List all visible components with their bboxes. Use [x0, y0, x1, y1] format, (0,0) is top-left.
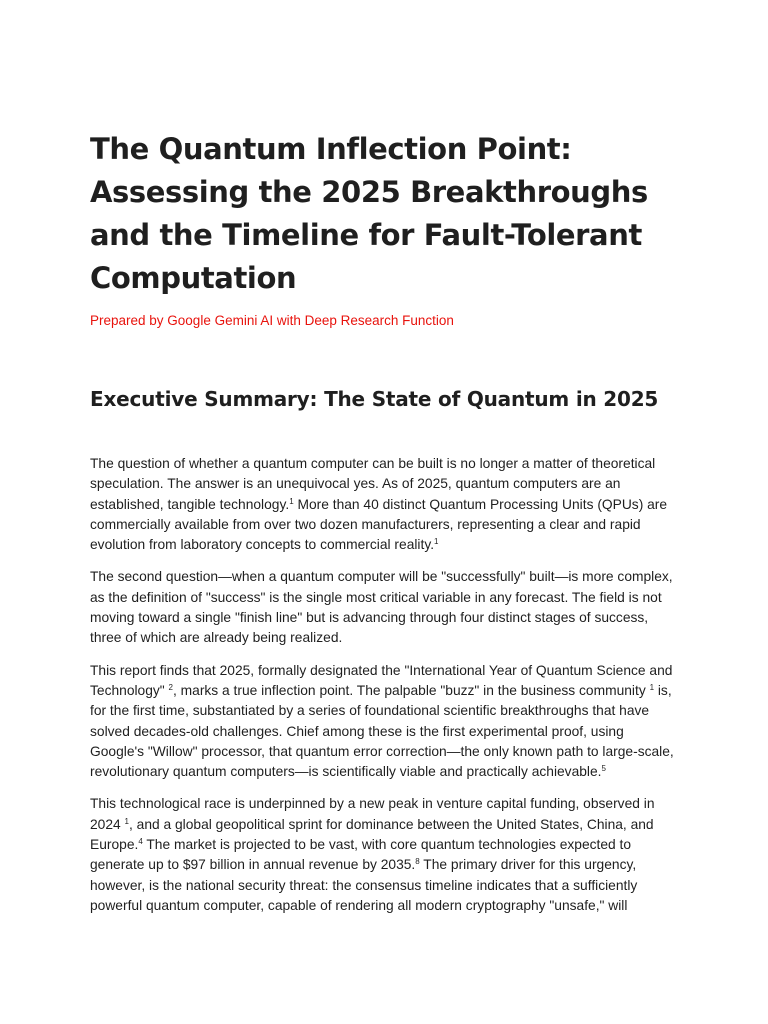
section-body	[90, 454, 680, 916]
paragraph-3	[90, 661, 680, 783]
footnote-ref[interactable]: 1	[289, 496, 294, 506]
footnote-ref[interactable]: 4	[138, 837, 143, 847]
footnote-ref[interactable]: 5	[601, 764, 606, 774]
paragraph-1	[90, 454, 680, 555]
footnote-ref[interactable]: 1	[124, 816, 129, 826]
paragraph-2	[90, 567, 680, 648]
paragraph-text: The primary driver for this urgency, however, is the national security threat: the consensus timeline indicates that a sufficiently powerful quantum computer, capable of rendering all modern cryptography "unsafe," will	[90, 857, 638, 913]
section-heading: Executive Summary: The State of Quantum in 2025	[90, 387, 659, 411]
footnote-ref[interactable]: 1	[434, 537, 439, 547]
paragraph-text: The second question—when a quantum computer will be "successfully" built—is more complex, as the definition of "success" is the single most critical variable in any forecast. The field is not moving toward a single "finish line" but is advancing through four distinct stages of success, three of which are already being realized.	[90, 569, 673, 646]
document-byline: Prepared by Google Gemini AI with Deep Research Function	[90, 313, 454, 328]
paragraph-text: More than 40 distinct Quantum Processing Units (QPUs) are commercially available from over two dozen manufacturers, representing a clear and rapid evolution from laboratory concepts to commercial reality.	[90, 496, 668, 553]
paragraph-text: This report finds that 2025, formally designated the "International Year of Quantum Science and Technology"	[90, 662, 673, 698]
footnote-ref[interactable]: 2	[168, 682, 173, 692]
paragraph-text: The market is projected to be vast, with core quantum technologies expected to generate up to $97 billion in annual revenue by 2035.	[90, 837, 632, 873]
paragraph-text: , marks a true inflection point. The palpable "buzz" in the business community	[172, 682, 650, 698]
document-title: The Quantum Inflection Point: Assessing the 2025 Breakthroughs and the Timeline for Fault-Tolerant Computation	[90, 132, 648, 295]
paragraph-text: The question of whether a quantum computer can be built is no longer a matter of theoretical speculation. The answer is an unequivocal yes. As of 2025, quantum computers are an established, tangible technology.	[90, 456, 656, 512]
paragraph-4	[90, 794, 680, 916]
paragraph-text: This technological race is underpinned by a new peak in venture capital funding, observed in 2024	[90, 796, 655, 832]
paragraph-text: , and a global geopolitical sprint for dominance between the United States, China, and Europe.	[90, 816, 654, 853]
paragraph-text: is, for the first time, substantiated by a series of foundational scientific breakthroughs that have solved decades-old challenges. Chief among these is the first experimental proof, using Google's "Willow" processor, that quantum error correction—the only known path to large-scale, revolutionary quantum computers—is scientifically viable and practically achievable.	[90, 682, 674, 780]
footnote-ref[interactable]: 8	[415, 857, 420, 867]
footnote-ref[interactable]: 1	[649, 682, 655, 692]
